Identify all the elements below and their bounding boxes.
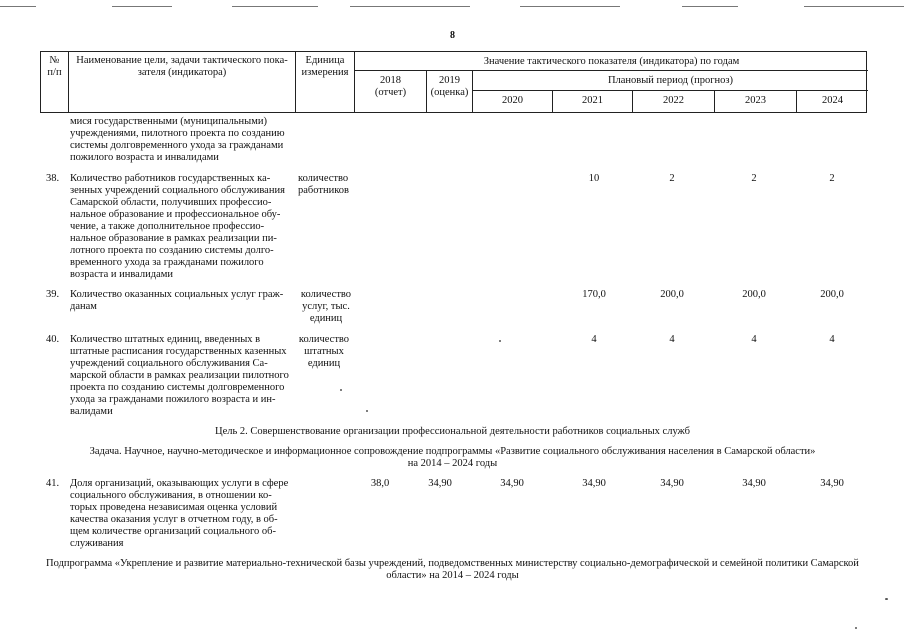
header-2018: 2018 (отчет) xyxy=(374,75,407,98)
value-2019: 34,90 xyxy=(428,478,452,489)
header-values: Значение тактического показателя (индикатора) по годам xyxy=(483,56,740,67)
scan-line xyxy=(804,6,904,7)
value-2021: 170,0 xyxy=(582,289,606,300)
header-plan-period: Плановый период (прогноз) xyxy=(607,75,734,86)
header-2019: 2019 (оценка) xyxy=(430,75,469,98)
value-2024: 34,90 xyxy=(820,478,844,489)
row-name: Количество работников государственных ка- зенных учреждений социального обслуживания Самарской области, получивших профессио- нальное образование и профессиональное обу- чение, а также дополнительное профессио- нальное образование в рамках реализации пи- лотного проекта по созданию системы долго- временного ухода за гражданами пожилого возраста и инвалидами xyxy=(70,173,285,280)
row-num: 38. xyxy=(46,173,60,184)
scan-line xyxy=(520,6,620,7)
value-2022: 4 xyxy=(669,334,675,345)
value-2021: 10 xyxy=(588,173,600,184)
value-2023: 34,90 xyxy=(742,478,766,489)
row-unit: количество штатных единиц xyxy=(298,334,350,369)
row-num: 40. xyxy=(46,334,60,345)
row-unit: количество работников xyxy=(298,173,349,196)
row-name: Количество оказанных социальных услуг граж- данам xyxy=(70,289,284,312)
value-2021: 34,90 xyxy=(582,478,606,489)
page-number: 8 xyxy=(450,30,455,41)
scan-speck xyxy=(885,598,888,600)
value-2022: 34,90 xyxy=(660,478,684,489)
value-2023: 200,0 xyxy=(742,289,766,300)
value-2020: 34,90 xyxy=(500,478,524,489)
continuation-text: мися государственными (муниципальными) учреждениями, пилотного проекта по созданию системы долговременного ухода за гражданами пожилого возраста и инвалидами xyxy=(70,116,285,163)
row-unit: количество услуг, тыс. единиц xyxy=(300,289,352,324)
subprogram-heading: Подпрограмма «Укрепление и развитие материально-технической базы учреждений, подведомственных министерству социально-демографической и семейной политики Самарской области» на 2014 – 2024 годы xyxy=(46,558,859,581)
value-2022: 200,0 xyxy=(660,289,684,300)
value-2021: 4 xyxy=(591,334,597,345)
value-2023: 4 xyxy=(751,334,757,345)
header-2020: 2020 xyxy=(502,95,523,106)
value-2018: 38,0 xyxy=(370,478,390,489)
value-2022: 2 xyxy=(669,173,675,184)
header-num: № п/п xyxy=(47,55,62,78)
scan-speck xyxy=(855,627,857,629)
value-2024: 200,0 xyxy=(820,289,844,300)
row-name: Количество штатных единиц, введенных в штатные расписания государственных казенных учреждений социального обслуживания Са- марской области в рамках реализации пилотного проекта по созданию системы долговременного ухода за гражданами пожилого возраста и ин- валидами xyxy=(70,334,289,417)
scan-speck xyxy=(499,340,501,342)
scan-line xyxy=(232,6,318,7)
header-2021: 2021 xyxy=(582,95,603,106)
scan-line xyxy=(350,6,470,7)
table-header xyxy=(40,51,867,113)
task-heading: Задача. Научное, научно-методическое и информационное сопровождение подпрограммы «Развитие социального обслуживания населения в Самарской области» на 2014 – 2024 годы xyxy=(89,446,816,469)
value-2023: 2 xyxy=(751,173,757,184)
scan-line xyxy=(112,6,172,7)
scan-speck xyxy=(366,410,368,412)
header-unit: Единица измерения xyxy=(301,55,349,78)
scan-speck xyxy=(340,389,342,391)
scan-line xyxy=(0,6,36,7)
header-2022: 2022 xyxy=(663,95,684,106)
row-num: 39. xyxy=(46,289,60,300)
header-name: Наименование цели, задачи тактического пока- зателя (индикатора) xyxy=(76,55,288,78)
row-name: Доля организаций, оказывающих услуги в сфере социального обслуживания, в отношении ко- торых проведена независимая оценка условий качества оказания услуг в отчетном году, в об- щем количестве организаций социального об- служивания xyxy=(70,478,289,549)
header-2024: 2024 xyxy=(822,95,843,106)
value-2024: 2 xyxy=(829,173,835,184)
scan-line xyxy=(682,6,738,7)
header-2023: 2023 xyxy=(745,95,766,106)
goal-heading: Цель 2. Совершенствование организации профессиональной деятельности работников социальных служб xyxy=(214,426,691,437)
row-num: 41. xyxy=(46,478,60,489)
value-2024: 4 xyxy=(829,334,835,345)
